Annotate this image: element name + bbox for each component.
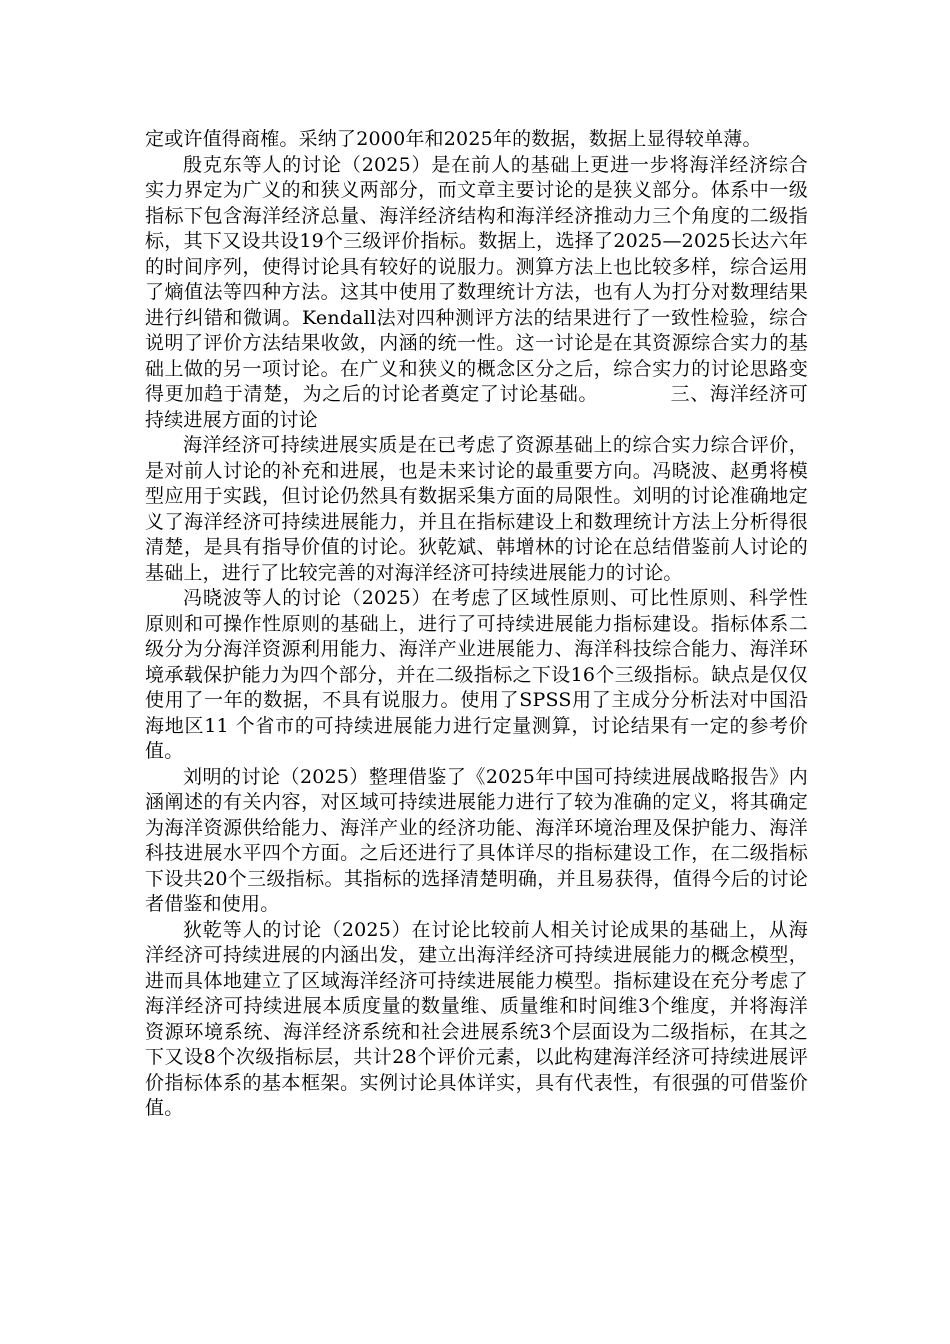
paragraph-continuation bbox=[145, 127, 808, 153]
paragraph-liu-ming bbox=[145, 765, 808, 918]
paragraph-text: 刘明的讨论（2025）整理借鉴了《2025年中国可持续进展战略报告》内涵阐述的有关内容，对区域可持续进展能力进行了较为准确的定义，将其确定为海洋资源供给能力、海洋产业的经济功能、海洋环境治理及保护能力、海洋科技进展水平四个方面。之后还进行了具体详尽的指标建设工作，在二级指标下设共20个三级指标。其指标的选择清楚明确，并且易获得，值得今后的讨论者借鉴和使用。 bbox=[145, 765, 808, 915]
paragraph-yin-kedong bbox=[145, 153, 808, 434]
paragraph-text: 定或许值得商榷。采纳了2000年和2025年的数据，数据上显得较单薄。 bbox=[145, 128, 762, 150]
section-heading-3: 三、海洋经济可持续进展方面的讨论 bbox=[145, 383, 808, 431]
paragraph-text: 海洋经济可持续进展实质是在已考虑了资源基础上的综合实力综合评价，是对前人讨论的补充和进展，也是未来讨论的最重要方向。冯晓波、赵勇将模型应用于实践，但讨论仍然具有数据采集方面的局限性。刘明的讨论准确地定义了海洋经济可持续进展能力，并且在指标建设上和数理统计方法上分析得很清楚，是具有指导价值的讨论。狄乾斌、韩增林的讨论在总结借鉴前人讨论的基础上，进行了比较完善的对海洋经济可持续进展能力的讨论。 bbox=[145, 434, 808, 584]
document-body bbox=[145, 127, 808, 1122]
paragraph-sustainable-overview bbox=[145, 433, 808, 586]
paragraph-text: 殷克东等人的讨论（2025）是在前人的基础上更进一步将海洋经济综合实力界定为广义的和狭义两部分，而文章主要讨论的是狭义部分。体系中一级指标下包含海洋经济总量、海洋经济结构和海洋经济推动力三个角度的二级指标，其下又设共设19个三级评价指标。数据上，选择了2025—2025长达六年的时间序列，使得讨论具有较好的说服力。测算方法上也比较多样，综合运用了熵值法等四种方法。这其中使用了数理统计方法，也有人为打分对数理结果进行纠错和微调。Kendall法对四种测评方法的结果进行了一致性检验，综合说明了评价方法结果收敛，内涵的统一性。这一讨论是在其资源综合实力的基础上做的另一项讨论。在广义和狭义的概念区分之后，综合实力的讨论思路变得更加趋于清楚，为之后的讨论者奠定了讨论基础。 bbox=[145, 153, 808, 405]
paragraph-text: 狄乾等人的讨论（2025）在讨论比较前人相关讨论成果的基础上，从海洋经济可持续进展的内涵出发，建立出海洋经济可持续进展能力的概念模型，进而具体地建立了区域海洋经济可持续进展能力模型。指标建设在充分考虑了海洋经济可持续进展本质度量的数量维、质量维和时间维3个维度，并将海洋资源环境系统、海洋经济系统和社会进展系统3个层面设为二级指标，在其之下又设8个次级指标层，共计28个评价元素，以此构建海洋经济可持续进展评价指标体系的基本框架。实例讨论具体详实，具有代表性，有很强的可借鉴价值。 bbox=[145, 918, 808, 1119]
paragraph-text: 冯晓波等人的讨论（2025）在考虑了区域性原则、可比性原则、科学性原则和可操作性原则的基础上，进行了可持续进展能力指标建设。指标体系二级分为分海洋资源利用能力、海洋产业进展能力、海洋科技综合能力、海洋环境承载保护能力为四个部分，并在二级指标之下设16个三级指标。缺点是仅仅使用了一年的数据，不具有说服力。使用了SPSS用了主成分分析法对中国沿海地区11 个省市的可持续进展能力进行定量测算，讨论结果有一定的参考价值。 bbox=[145, 587, 808, 762]
paragraph-di-qian bbox=[145, 918, 808, 1122]
paragraph-feng-xiaobo bbox=[145, 586, 808, 765]
